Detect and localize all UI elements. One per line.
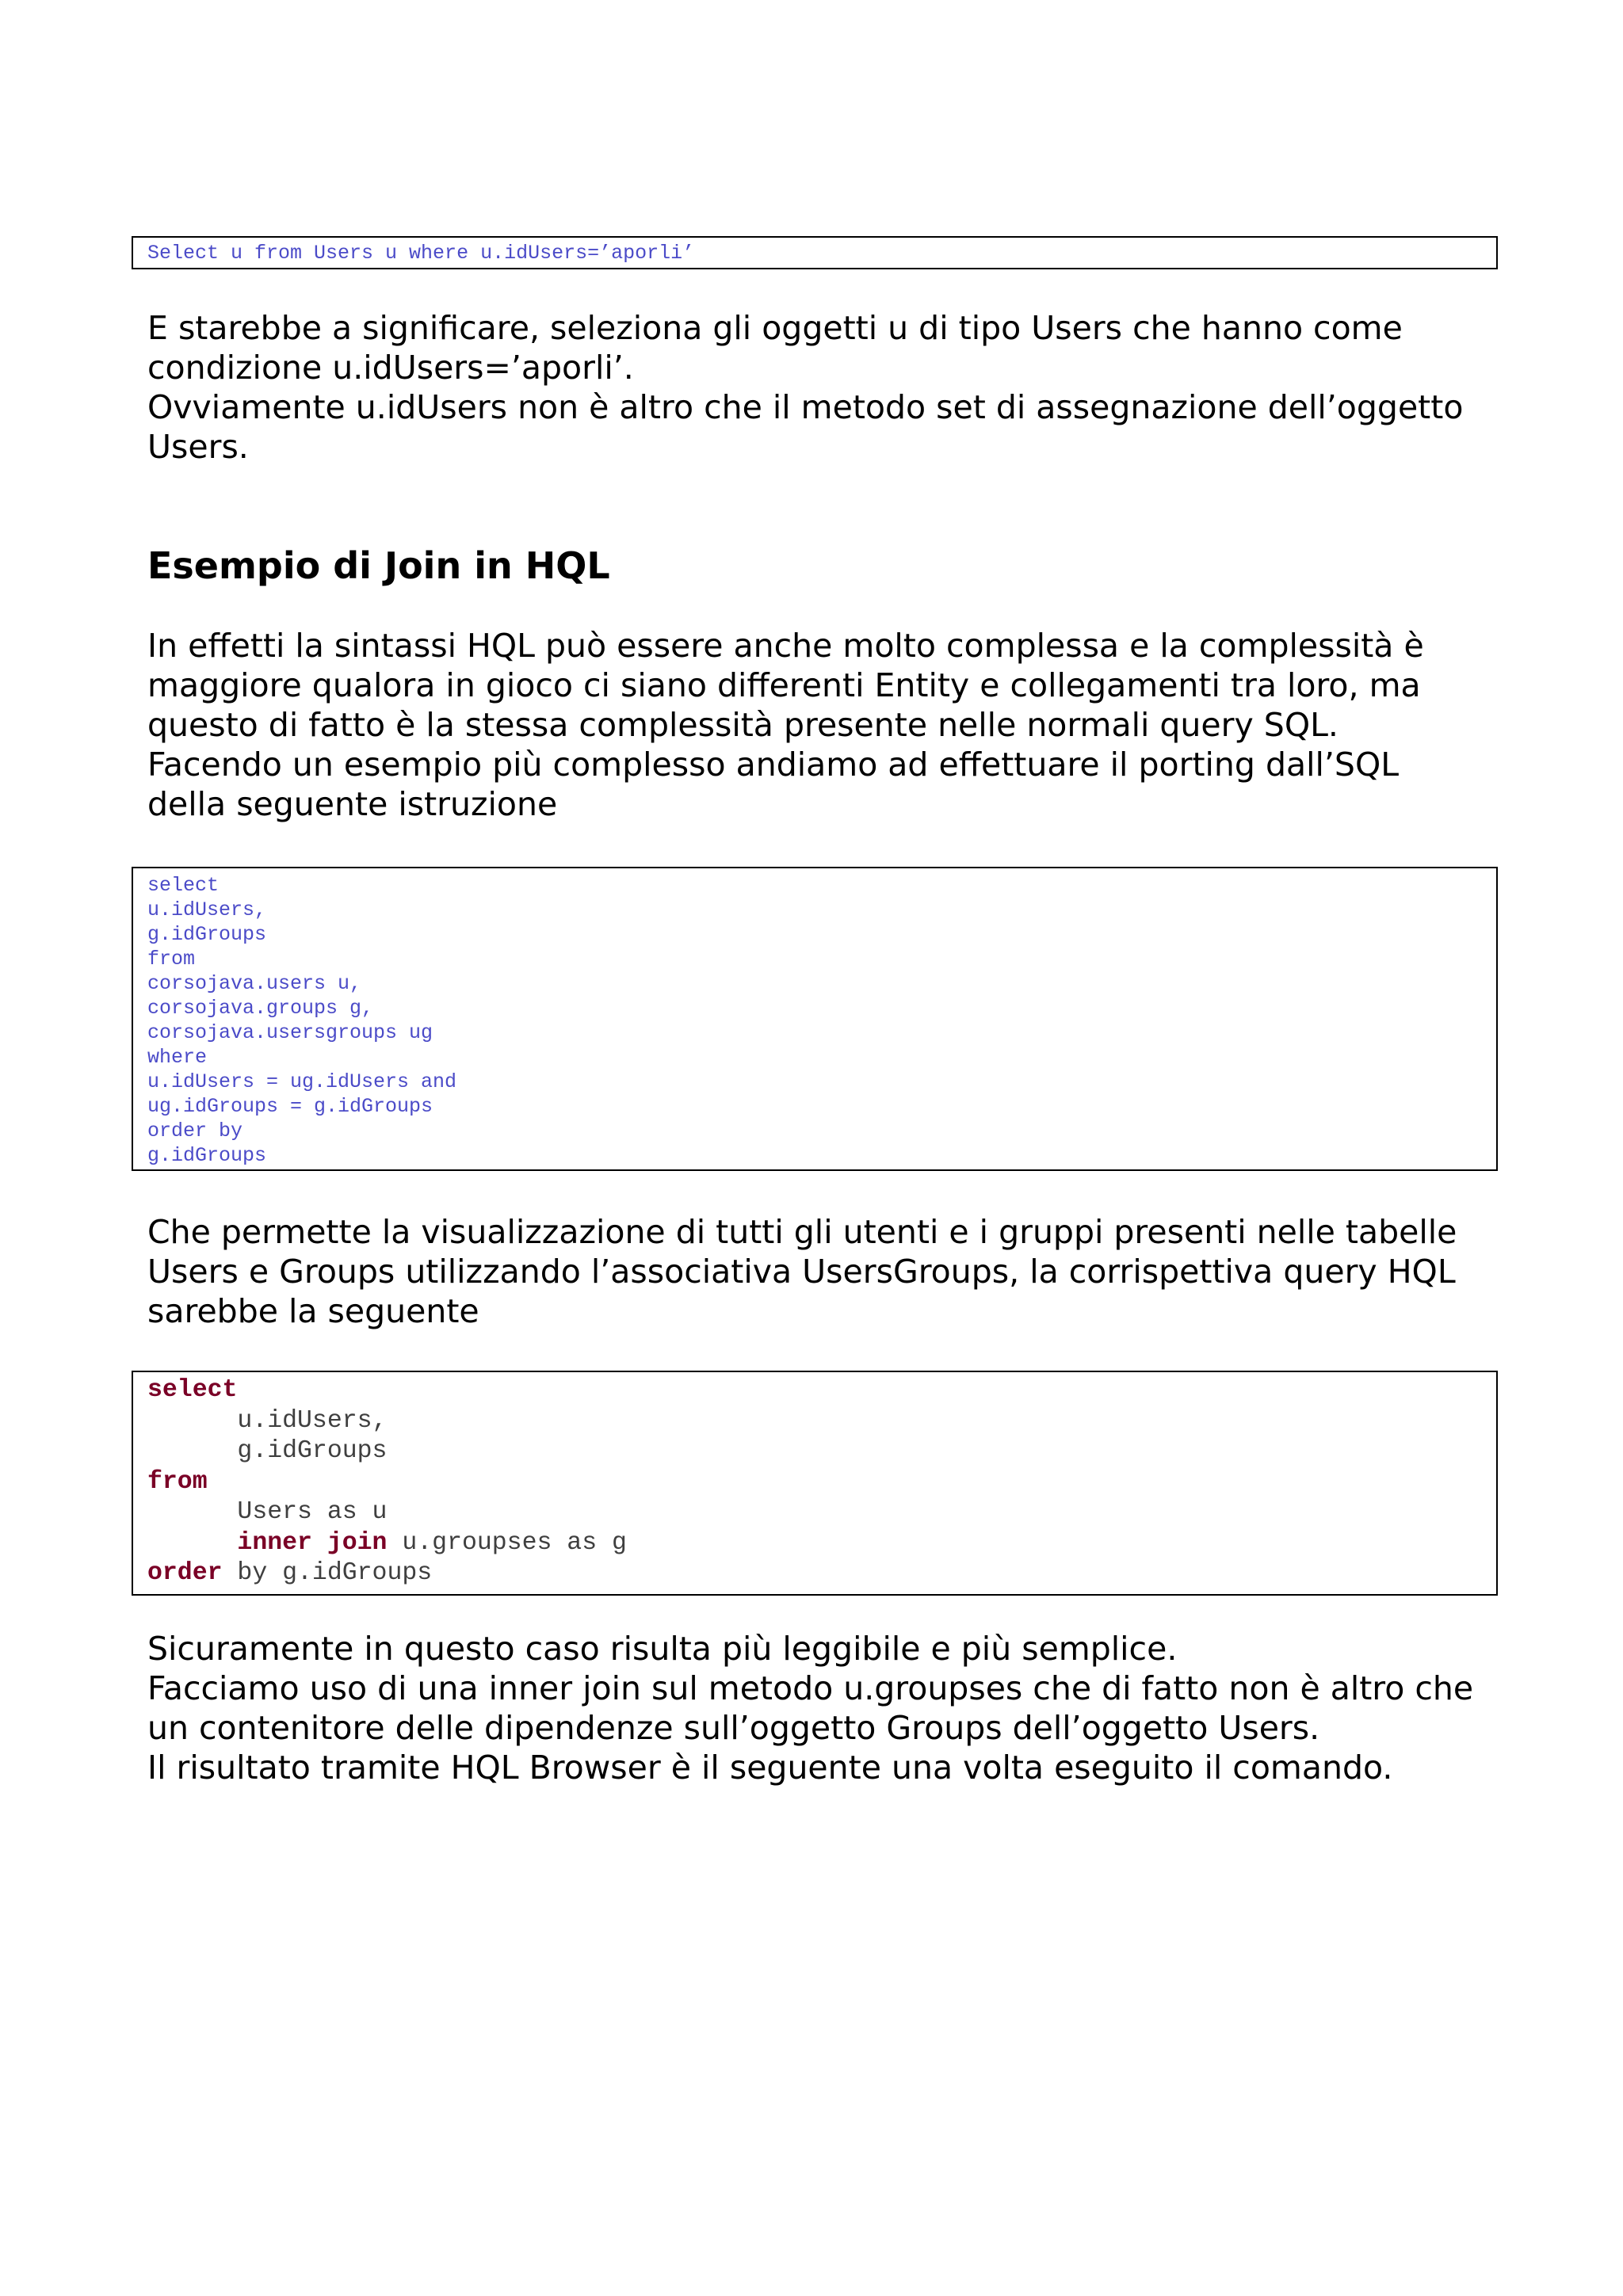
- code-block-simple-query: [132, 236, 1498, 269]
- code-line: Select u from Users u where u.idUsers=’aporli’: [147, 242, 695, 265]
- code-line: [147, 1375, 1482, 1406]
- code-line: corsojava.users u,: [147, 972, 362, 995]
- code-line: g.idGroups: [147, 1144, 267, 1167]
- keyword: select: [147, 1376, 238, 1404]
- code-line: [147, 1467, 1482, 1498]
- paragraph-explanation: [147, 308, 1526, 467]
- code-line: g.idGroups: [147, 923, 267, 946]
- text-line: Il risultato tramite HQL Browser è il seguente una volta eseguito il comando.: [147, 1749, 1393, 1787]
- keyword: from: [147, 1467, 208, 1496]
- text-line: E starebbe a significare, seleziona gli oggetti u di tipo Users che hanno come: [147, 309, 1403, 347]
- text-line: Facciamo uso di una inner join sul metodo u.groupses che di fatto non è altro che: [147, 1669, 1474, 1707]
- text-line: della seguente istruzione: [147, 785, 558, 823]
- text-line: Ovviamente u.idUsers non è altro che il metodo set di assegnazione dell’oggetto: [147, 388, 1464, 426]
- code-line: corsojava.usersgroups ug: [147, 1021, 433, 1044]
- text-line: maggiore qualora in gioco ci siano differenti Entity e collegamenti tra loro, ma: [147, 666, 1421, 704]
- code-block-sql-query: [132, 867, 1498, 1171]
- section-heading: Esempio di Join in HQL: [147, 544, 610, 587]
- code-line: select: [147, 874, 220, 897]
- text-line: sarebbe la seguente: [147, 1292, 479, 1330]
- text-line: In effetti la sintassi HQL può essere anche molto complessa e la complessità è: [147, 627, 1424, 665]
- code-line: corsojava.groups g,: [147, 997, 374, 1020]
- code-line: [147, 1528, 1482, 1559]
- text-line: condizione u.idUsers=’aporli’.: [147, 349, 634, 387]
- code-text: by g.idGroups: [222, 1559, 433, 1587]
- code-block-hql-query: [132, 1371, 1498, 1596]
- paragraph-conclusion: [147, 1629, 1526, 1787]
- code-line: g.idGroups: [147, 1437, 388, 1465]
- text-line: questo di fatto è la stessa complessità presente nelle normali query SQL.: [147, 706, 1338, 744]
- code-line: Users as u: [147, 1498, 388, 1526]
- text-line: Users.: [147, 428, 249, 466]
- indent: [147, 1529, 237, 1557]
- code-line: u.idUsers,: [147, 1406, 388, 1435]
- keyword: inner join: [237, 1528, 388, 1557]
- code-line: ug.idGroups = g.idGroups: [147, 1095, 433, 1118]
- keyword: order: [147, 1559, 223, 1587]
- text-line: Che permette la visualizzazione di tutti gli utenti e i gruppi presenti nelle tabelle: [147, 1213, 1457, 1251]
- paragraph-intro-join: [147, 626, 1526, 824]
- text-line: Users e Groups utilizzando l’associativa UsersGroups, la corrispettiva query HQL: [147, 1253, 1456, 1291]
- code-line: u.idUsers,: [147, 898, 267, 921]
- code-line: [147, 1558, 1482, 1589]
- code-text: u.groupses as g: [387, 1528, 627, 1557]
- code-line: u.idUsers = ug.idUsers and: [147, 1070, 457, 1093]
- code-line: order by: [147, 1119, 243, 1142]
- text-line: Sicuramente in questo caso risulta più leggibile e più semplice.: [147, 1630, 1178, 1668]
- paragraph-sql-description: [147, 1212, 1526, 1331]
- text-line: Facendo un esempio più complesso andiamo ad effettuare il porting dall’SQL: [147, 746, 1400, 784]
- code-line: from: [147, 948, 196, 971]
- text-line: un contenitore delle dipendenze sull’oggetto Groups dell’oggetto Users.: [147, 1709, 1320, 1747]
- code-line: where: [147, 1046, 208, 1069]
